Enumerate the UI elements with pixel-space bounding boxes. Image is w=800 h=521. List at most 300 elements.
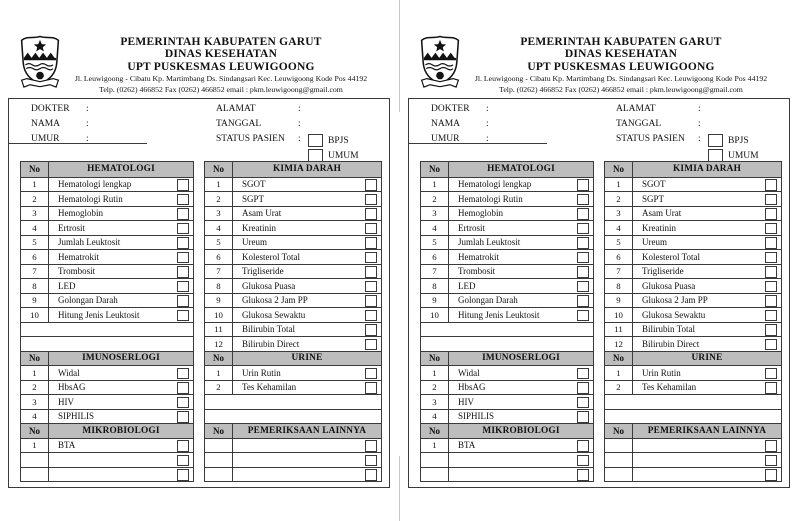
bpjs-label: BPJS [328, 135, 349, 146]
status-options [308, 133, 359, 163]
blank-fill-cell[interactable] [49, 468, 193, 482]
colon: : [698, 104, 701, 114]
test-row [21, 220, 193, 235]
bpjs-checkbox[interactable] [308, 134, 323, 147]
test-row [21, 438, 193, 453]
test-name: Trombosit [58, 266, 96, 276]
test-checkbox[interactable] [765, 310, 777, 322]
test-name-cell [49, 395, 193, 409]
test-row [205, 264, 381, 279]
blank-fill-cell[interactable] [233, 439, 381, 453]
section-header-row [21, 351, 193, 366]
test-row [421, 394, 593, 409]
row-number: 6 [21, 250, 49, 264]
test-name-cell [233, 294, 381, 308]
test-checkbox[interactable] [765, 179, 777, 191]
test-checkbox[interactable] [765, 223, 777, 235]
test-name-cell [233, 250, 381, 264]
colon: : [298, 104, 301, 114]
colon: : [86, 104, 89, 114]
test-name-cell [449, 294, 593, 308]
test-name: SGPT [242, 193, 265, 204]
blank-fill-cell[interactable] [633, 453, 781, 467]
no-column-header: No [605, 162, 633, 177]
no-column-header: No [21, 352, 49, 366]
test-name: SGPT [642, 193, 665, 204]
test-row [421, 220, 593, 235]
test-checkbox[interactable] [577, 237, 589, 249]
form-copy-2 [400, 0, 800, 521]
test-name: BTA [58, 440, 76, 450]
test-name: Jumlah Leuktosit [58, 237, 121, 247]
test-checkbox[interactable] [365, 324, 377, 336]
test-name: Glukosa Puasa [242, 280, 296, 291]
test-row [421, 264, 593, 279]
test-name: HbsAG [458, 382, 486, 392]
test-row [205, 322, 381, 337]
test-name-cell [49, 279, 193, 293]
colon: : [698, 119, 701, 129]
test-name: Asam Urat [642, 208, 682, 218]
patient-info-right [616, 103, 786, 163]
field-nama [31, 118, 191, 133]
test-name-cell [233, 366, 381, 380]
lab-table-left [20, 161, 194, 482]
blank-fill-cell[interactable] [233, 468, 381, 482]
test-name-cell [633, 323, 781, 337]
test-checkbox[interactable] [177, 194, 189, 206]
test-name: Widal [458, 367, 480, 378]
test-checkbox[interactable] [177, 310, 189, 322]
umum-label: UMUM [728, 150, 759, 161]
test-name-cell [449, 265, 593, 279]
test-checkbox[interactable] [765, 208, 777, 220]
test-checkbox[interactable] [577, 281, 589, 293]
row-number: 10 [605, 308, 633, 322]
test-checkbox[interactable] [765, 339, 777, 351]
field-label: DOKTER [431, 104, 470, 114]
test-checkbox[interactable] [177, 411, 189, 423]
test-name: Urin Rutin [642, 367, 681, 378]
umum-label: UMUM [328, 150, 359, 161]
test-checkbox[interactable] [577, 223, 589, 235]
colon: : [486, 134, 489, 144]
test-name-cell [233, 207, 381, 221]
test-name: Hematologi lengkap [458, 179, 532, 189]
test-checkbox[interactable] [177, 223, 189, 235]
test-name-cell [49, 250, 193, 264]
row-number: 1 [421, 366, 449, 380]
no-column-header: No [605, 352, 633, 366]
test-name: LED [58, 280, 76, 291]
field-label: UMUR [431, 134, 460, 144]
test-name: Kolesterol Total [242, 251, 300, 262]
writable-test-row [421, 452, 593, 467]
test-name: Hemoglobin [58, 208, 103, 218]
test-name: HbsAG [58, 382, 86, 392]
test-name-cell [449, 410, 593, 424]
test-checkbox[interactable] [365, 223, 377, 235]
test-checkbox[interactable] [365, 295, 377, 307]
section-header-row [421, 351, 593, 366]
test-checkbox[interactable] [765, 266, 777, 278]
section-header-row [605, 351, 781, 366]
test-checkbox[interactable] [365, 310, 377, 322]
test-name-cell [633, 207, 781, 221]
empty-cell [421, 323, 593, 337]
test-name-cell [49, 207, 193, 221]
test-checkbox[interactable] [577, 252, 589, 264]
field-status-pasien [616, 133, 786, 163]
section-header-row [21, 162, 193, 177]
test-name-cell [449, 178, 593, 192]
no-column-header: No [205, 352, 233, 366]
test-name-cell [49, 308, 193, 322]
row-number: 3 [421, 207, 449, 221]
blank-fill-cell[interactable] [449, 468, 593, 482]
bpjs-checkbox[interactable] [708, 134, 723, 147]
field-dokter [31, 103, 191, 118]
test-name: Hematrokit [58, 251, 99, 262]
empty-cell [21, 323, 193, 337]
test-checkbox[interactable] [177, 382, 189, 394]
bpjs-label: BPJS [728, 135, 749, 146]
no-column-header: No [21, 162, 49, 177]
test-row [205, 365, 381, 380]
section-title-pemeriksaan-lainnya: PEMERIKSAAN LAINNYA [247, 425, 367, 436]
test-checkbox[interactable] [365, 194, 377, 206]
empty-cell [605, 410, 781, 424]
test-name: Kreatinin [642, 222, 676, 233]
row-number: 8 [205, 279, 233, 293]
test-name-cell [49, 366, 193, 380]
test-checkbox[interactable] [365, 179, 377, 191]
row-number: 1 [605, 366, 633, 380]
test-row [205, 307, 381, 322]
test-name: SGOT [642, 179, 666, 189]
test-row [205, 380, 381, 395]
test-name-cell [449, 439, 593, 453]
row-number: 1 [605, 178, 633, 192]
row-number: 8 [21, 279, 49, 293]
blank-fill-cell[interactable] [233, 453, 381, 467]
empty-cell [421, 337, 593, 351]
section-title-imunoserlogi: IMUNOSERLOGI [82, 353, 160, 363]
blank-fill-cell[interactable] [633, 439, 781, 453]
test-checkbox[interactable] [365, 266, 377, 278]
no-column-header: No [21, 424, 49, 438]
empty-row [21, 336, 193, 351]
test-name: Ertrosit [458, 222, 485, 233]
empty-row [205, 394, 381, 409]
test-row [21, 394, 193, 409]
test-checkbox[interactable] [577, 455, 589, 467]
field-alamat [616, 103, 786, 118]
test-checkbox[interactable] [577, 179, 589, 191]
no-column-header: No [421, 352, 449, 366]
test-row [21, 235, 193, 250]
section-header-row [205, 423, 381, 438]
row-number: 10 [205, 308, 233, 322]
test-checkbox[interactable] [365, 208, 377, 220]
test-name-cell [633, 381, 781, 395]
test-row [605, 177, 781, 192]
address-line: Jl. Leuwigoong - Cibatu Kp. Martimbang Ds. Sindangsari Kec. Leuwigoong Kode Pos 44192 [474, 74, 768, 84]
test-row [21, 293, 193, 308]
row-number: 9 [605, 294, 633, 308]
test-checkbox[interactable] [177, 295, 189, 307]
row-number: 10 [21, 308, 49, 322]
blank-fill-cell[interactable] [49, 453, 193, 467]
test-checkbox[interactable] [765, 324, 777, 336]
test-checkbox[interactable] [365, 455, 377, 467]
test-checkbox[interactable] [177, 455, 189, 467]
test-row [421, 438, 593, 453]
test-checkbox[interactable] [765, 281, 777, 293]
test-row [421, 206, 593, 221]
government-title: PEMERINTAH KABUPATEN GARUT [520, 36, 722, 48]
row-number: 1 [205, 366, 233, 380]
writable-test-row [21, 452, 193, 467]
row-number [605, 468, 633, 482]
row-number [205, 453, 233, 467]
test-checkbox[interactable] [177, 208, 189, 220]
row-number [605, 453, 633, 467]
colon: : [698, 134, 701, 144]
government-title: PEMERINTAH KABUPATEN GARUT [120, 36, 322, 48]
test-name-cell [633, 294, 781, 308]
row-number: 1 [21, 366, 49, 380]
test-checkbox[interactable] [765, 440, 777, 452]
test-name: Bilirubin Direct [642, 338, 700, 349]
test-row [421, 191, 593, 206]
test-name: Ureum [642, 237, 667, 247]
test-checkbox[interactable] [177, 397, 189, 409]
test-checkbox[interactable] [177, 368, 189, 380]
test-checkbox[interactable] [577, 440, 589, 452]
test-checkbox[interactable] [577, 469, 589, 481]
test-row [205, 177, 381, 192]
test-row [421, 380, 593, 395]
section-title-hematologi: HEMATOLOGI [87, 163, 155, 174]
test-checkbox[interactable] [177, 469, 189, 481]
row-number: 7 [605, 265, 633, 279]
colon: : [86, 119, 89, 129]
test-row [605, 191, 781, 206]
test-name-cell [633, 308, 781, 322]
test-name: SIPHILIS [58, 411, 95, 421]
test-name: HIV [58, 396, 74, 407]
field-nama [431, 118, 591, 133]
test-checkbox[interactable] [177, 237, 189, 249]
test-row [205, 206, 381, 221]
empty-row [205, 409, 381, 424]
row-number: 2 [421, 192, 449, 206]
section-header-row [421, 423, 593, 438]
no-column-header: No [421, 424, 449, 438]
test-row [205, 220, 381, 235]
test-name: Hitung Jenis Leuktosit [58, 309, 140, 320]
test-checkbox[interactable] [765, 194, 777, 206]
row-number: 3 [605, 207, 633, 221]
section-header-row [605, 423, 781, 438]
test-name: LED [458, 280, 476, 291]
test-checkbox[interactable] [577, 208, 589, 220]
test-name-cell [49, 192, 193, 206]
test-checkbox[interactable] [365, 252, 377, 264]
test-checkbox[interactable] [365, 440, 377, 452]
test-checkbox[interactable] [177, 440, 189, 452]
contact-line: Telp. (0262) 466852 Fax (0262) 466852 email : pkm.leuwigoong@gmail.com [99, 85, 343, 95]
test-checkbox[interactable] [365, 339, 377, 351]
row-number: 2 [205, 381, 233, 395]
writable-test-row [205, 452, 381, 467]
row-number: 6 [421, 250, 449, 264]
field-label: NAMA [431, 119, 461, 129]
test-checkbox[interactable] [365, 281, 377, 293]
test-checkbox[interactable] [765, 455, 777, 467]
test-row [21, 177, 193, 192]
row-number: 1 [421, 178, 449, 192]
writable-test-row [21, 467, 193, 482]
test-name-cell [633, 279, 781, 293]
section-header-row [21, 423, 193, 438]
field-tanggal [216, 118, 386, 133]
no-column-header: No [205, 162, 233, 177]
row-number: 1 [205, 178, 233, 192]
test-row [605, 220, 781, 235]
colon: : [486, 119, 489, 129]
test-checkbox[interactable] [177, 252, 189, 264]
test-name: Glukosa 2 Jam PP [242, 295, 308, 305]
address-line: Jl. Leuwigoong - Cibatu Kp. Martimbang Ds. Sindangsari Kec. Leuwigoong Kode Pos 44192 [74, 74, 368, 84]
test-name: Ertrosit [58, 222, 85, 233]
lab-table-right [604, 161, 782, 482]
row-number: 11 [605, 323, 633, 337]
test-checkbox[interactable] [577, 382, 589, 394]
empty-cell [205, 395, 381, 409]
test-name: Ureum [242, 237, 267, 247]
test-name-cell [49, 410, 193, 424]
test-checkbox[interactable] [765, 469, 777, 481]
test-checkbox[interactable] [577, 266, 589, 278]
test-name-cell [233, 236, 381, 250]
section-header-row [605, 162, 781, 177]
test-row [21, 249, 193, 264]
test-checkbox[interactable] [365, 469, 377, 481]
test-name-cell [449, 250, 593, 264]
test-name: Golongan Darah [458, 295, 518, 305]
test-row [605, 322, 781, 337]
field-label: UMUR [31, 134, 60, 144]
test-checkbox[interactable] [577, 368, 589, 380]
row-number: 5 [421, 236, 449, 250]
test-checkbox[interactable] [577, 310, 589, 322]
colon: : [86, 134, 89, 144]
writable-test-row [605, 438, 781, 453]
writable-test-row [205, 438, 381, 453]
row-number: 2 [205, 192, 233, 206]
row-number [21, 453, 49, 467]
test-name: Widal [58, 367, 80, 378]
test-row [21, 191, 193, 206]
blank-fill-cell[interactable] [633, 468, 781, 482]
form-body [408, 98, 790, 488]
test-checkbox[interactable] [577, 411, 589, 423]
status-option-bpjs [708, 133, 759, 148]
empty-cell [605, 395, 781, 409]
test-name: Glukosa Sewaktu [642, 309, 706, 320]
field-umur [431, 133, 591, 148]
test-name-cell [49, 439, 193, 453]
field-status-pasien [216, 133, 386, 163]
section-title-mikrobiologi: MIKROBIOLOGI [482, 425, 560, 436]
test-checkbox[interactable] [365, 368, 377, 380]
department-title: DINAS KESEHATAN [564, 48, 678, 61]
test-name-cell [233, 381, 381, 395]
test-checkbox[interactable] [577, 194, 589, 206]
test-row [21, 278, 193, 293]
test-checkbox[interactable] [365, 237, 377, 249]
test-checkbox[interactable] [577, 397, 589, 409]
field-umur [31, 133, 191, 148]
section-header-row [421, 162, 593, 177]
test-row [421, 249, 593, 264]
blank-fill-cell[interactable] [449, 453, 593, 467]
test-name: Glukosa 2 Jam PP [642, 295, 708, 305]
test-row [605, 278, 781, 293]
test-row [605, 307, 781, 322]
test-name: Bilirubin Total [642, 324, 695, 334]
test-name: SGOT [242, 179, 266, 189]
test-checkbox[interactable] [765, 295, 777, 307]
test-checkbox[interactable] [765, 382, 777, 394]
row-number [205, 439, 233, 453]
letterhead [448, 36, 794, 95]
field-label: STATUS PASIEN [216, 134, 285, 144]
test-checkbox[interactable] [177, 266, 189, 278]
test-name-cell [233, 178, 381, 192]
field-label: TANGGAL [216, 119, 262, 129]
test-checkbox[interactable] [365, 382, 377, 394]
test-row [605, 206, 781, 221]
lab-table-left [420, 161, 594, 482]
test-row [205, 293, 381, 308]
row-number: 9 [21, 294, 49, 308]
test-name-cell [49, 381, 193, 395]
test-checkbox[interactable] [765, 252, 777, 264]
row-number: 2 [21, 192, 49, 206]
test-checkbox[interactable] [765, 237, 777, 249]
test-name-cell [633, 236, 781, 250]
test-checkbox[interactable] [577, 295, 589, 307]
row-number: 7 [421, 265, 449, 279]
test-name: BTA [458, 440, 476, 450]
row-number: 2 [421, 381, 449, 395]
clinic-title: UPT PUSKESMAS LEUWIGOONG [527, 60, 715, 73]
status-option-bpjs [308, 133, 359, 148]
row-number: 11 [205, 323, 233, 337]
test-name: Bilirubin Direct [242, 338, 300, 349]
test-checkbox[interactable] [177, 179, 189, 191]
empty-cell [21, 337, 193, 351]
test-checkbox[interactable] [177, 281, 189, 293]
test-name-cell [449, 236, 593, 250]
row-number: 10 [421, 308, 449, 322]
test-name-cell [633, 192, 781, 206]
row-number: 4 [421, 410, 449, 424]
test-checkbox[interactable] [765, 368, 777, 380]
